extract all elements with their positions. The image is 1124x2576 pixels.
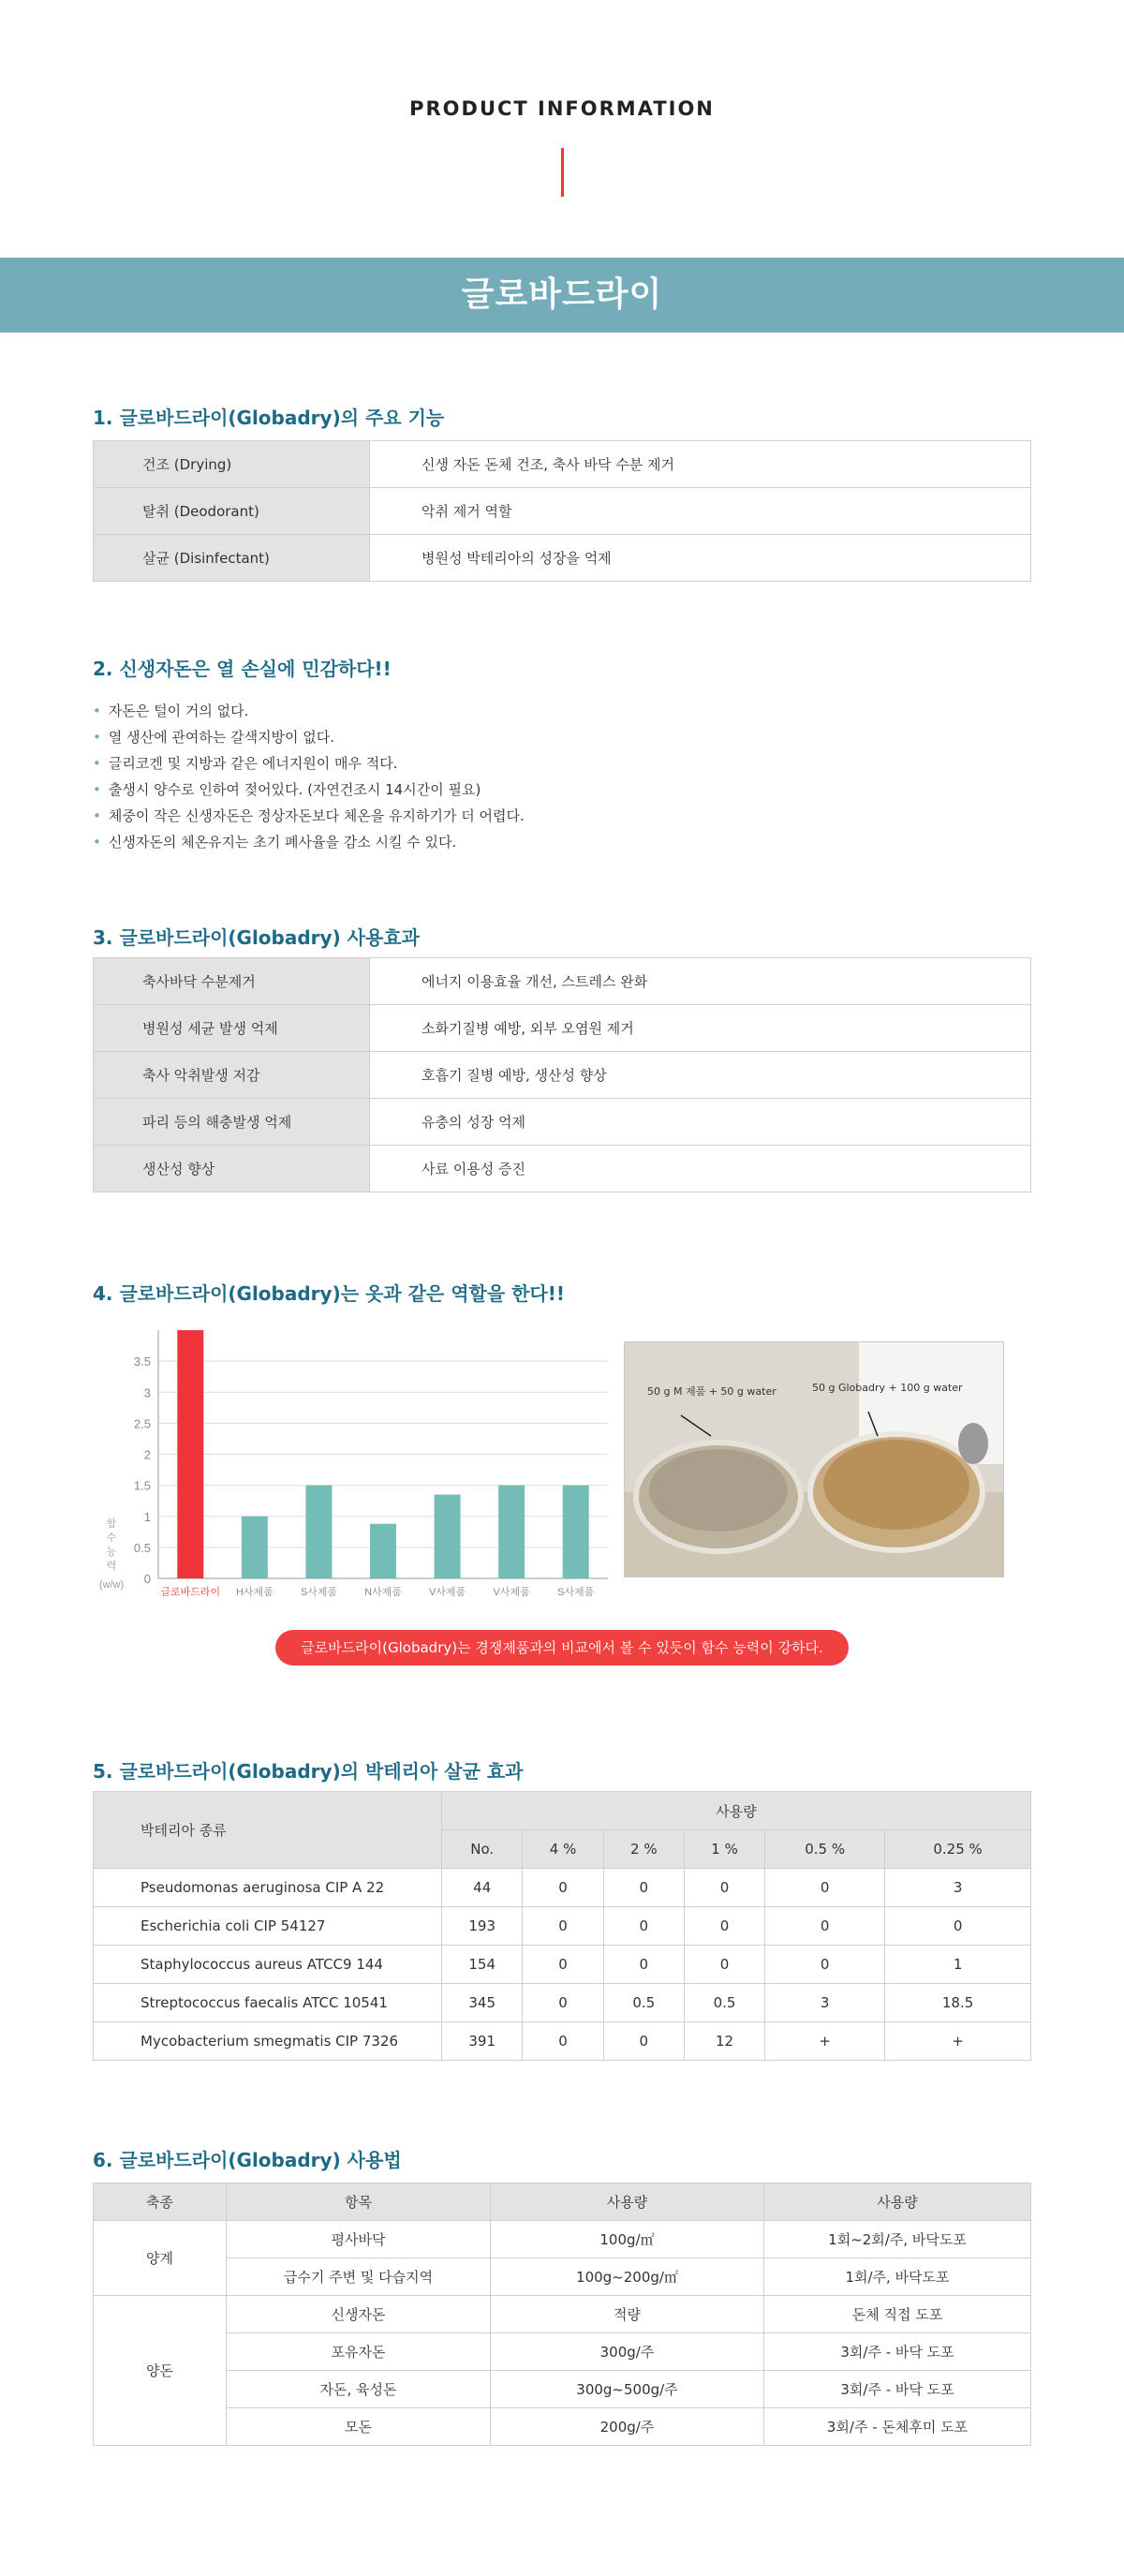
cell: 3회/주 - 바닥 도포 bbox=[764, 2371, 1031, 2408]
list-item: • 자돈은 털이 거의 없다. bbox=[93, 698, 525, 724]
x-tick-label: 글로바드라이 bbox=[160, 1587, 221, 1598]
table-header-row bbox=[94, 2184, 1031, 2221]
title-divider bbox=[561, 148, 564, 197]
section4-title: 4. 글로바드라이(Globadry)는 옷과 같은 역할을 한다!! bbox=[93, 1282, 566, 1305]
bacteria-name: Pseudomonas aeruginosa CIP A 22 bbox=[94, 1869, 442, 1907]
cell: 300g~500g/주 bbox=[491, 2371, 764, 2408]
bacteria-name: Staphylococcus aureus ATCC9 144 bbox=[94, 1946, 442, 1984]
y-axis-label: 능 bbox=[106, 1546, 117, 1558]
table-row bbox=[94, 2408, 1031, 2446]
table-row bbox=[94, 2333, 1031, 2371]
section6-title: 6. 글로바드라이(Globadry) 사용법 bbox=[93, 2149, 402, 2171]
photo-label-left: 50 g M 제품 + 50 g water bbox=[647, 1385, 776, 1398]
photo-label-right: 50 g Globadry + 100 g water bbox=[812, 1382, 963, 1394]
page-title: PRODUCT INFORMATION bbox=[409, 97, 715, 120]
table-row bbox=[94, 1946, 1031, 1984]
bar bbox=[370, 1524, 396, 1578]
cell: 193 bbox=[442, 1907, 523, 1946]
cell: 0 bbox=[523, 1984, 603, 2022]
y-tick-label: 3.5 bbox=[133, 1355, 151, 1369]
table-row bbox=[94, 1869, 1031, 1907]
piglet-facts-list bbox=[93, 698, 525, 855]
cell: 1 bbox=[885, 1946, 1031, 1984]
x-tick-label: S사제품 bbox=[557, 1587, 595, 1598]
table-header-row bbox=[94, 1792, 1031, 1830]
bacteria-col-header: 박테리아 종류 bbox=[94, 1792, 442, 1869]
usage-table bbox=[93, 2183, 1031, 2446]
section3-title: 3. 글로바드라이(Globadry) 사용효과 bbox=[93, 926, 420, 949]
function-value: 신생 자돈 돈체 건조, 축사 바닥 수분 제거 bbox=[370, 441, 1031, 488]
cell: 0 bbox=[603, 2022, 684, 2061]
cell: 0 bbox=[603, 1946, 684, 1984]
bar bbox=[305, 1486, 332, 1578]
cell: 돈체 직접 도포 bbox=[764, 2296, 1031, 2333]
cell: 모돈 bbox=[227, 2408, 491, 2446]
cell: 300g/주 bbox=[491, 2333, 764, 2371]
cell: 0 bbox=[765, 1946, 885, 1984]
bar bbox=[177, 1330, 203, 1578]
table-row bbox=[94, 1907, 1031, 1946]
effect-value: 에너지 이용효율 개선, 스트레스 완화 bbox=[370, 958, 1031, 1005]
cell: 12 bbox=[684, 2022, 764, 2061]
col-header: 0.25 % bbox=[885, 1830, 1031, 1869]
col-header: 사용량 bbox=[491, 2184, 764, 2221]
cell: 0 bbox=[765, 1869, 885, 1907]
y-axis-unit: (w/w) bbox=[98, 1579, 125, 1591]
cell: 0 bbox=[523, 1907, 603, 1946]
y-axis-label: 력 bbox=[106, 1560, 117, 1572]
cell: 345 bbox=[442, 1984, 523, 2022]
cell: 0 bbox=[523, 2022, 603, 2061]
cell: 200g/주 bbox=[491, 2408, 764, 2446]
section5-title: 5. 글로바드라이(Globadry)의 박테리아 살균 효과 bbox=[93, 1760, 524, 1783]
table-row bbox=[94, 2022, 1031, 2061]
cell: 18.5 bbox=[885, 1984, 1031, 2022]
y-axis-label: 함 bbox=[106, 1517, 117, 1530]
cell: 자돈, 육성돈 bbox=[227, 2371, 491, 2408]
function-key: 살균 (Disinfectant) bbox=[94, 535, 370, 582]
cell: 적량 bbox=[491, 2296, 764, 2333]
table-row bbox=[94, 1005, 1031, 1052]
col-header: 0.5 % bbox=[765, 1830, 885, 1869]
cell: 44 bbox=[442, 1869, 523, 1907]
col-header: 4 % bbox=[523, 1830, 603, 1869]
function-key: 탈취 (Deodorant) bbox=[94, 488, 370, 535]
bacteria-name: Streptococcus faecalis ATCC 10541 bbox=[94, 1984, 442, 2022]
table-row bbox=[94, 535, 1031, 582]
cell: 0 bbox=[684, 1946, 764, 1984]
bar bbox=[498, 1486, 525, 1578]
bar bbox=[242, 1517, 268, 1578]
cell: 154 bbox=[442, 1946, 523, 1984]
cell: 0.5 bbox=[603, 1984, 684, 2022]
list-item: • 열 생산에 관여하는 갈색지방이 없다. bbox=[93, 724, 525, 750]
cell: 평사바닥 bbox=[227, 2221, 491, 2258]
usage-group-header: 사용량 bbox=[442, 1792, 1031, 1830]
x-tick-label: V사제품 bbox=[428, 1587, 466, 1598]
y-tick-label: 1 bbox=[143, 1509, 151, 1524]
cell: 0 bbox=[885, 1907, 1031, 1946]
list-item: • 출생시 양수로 인하여 젖어있다. (자연건조시 14시간이 필요) bbox=[93, 777, 525, 803]
x-tick-label: V사제품 bbox=[493, 1587, 530, 1598]
table-row bbox=[94, 2221, 1031, 2258]
table-row bbox=[94, 1984, 1031, 2022]
y-tick-label: 3 bbox=[143, 1385, 151, 1400]
comparison-photo bbox=[624, 1341, 1004, 1577]
cell: 0 bbox=[603, 1907, 684, 1946]
y-tick-label: 0.5 bbox=[133, 1540, 151, 1555]
col-header: 사용량 bbox=[764, 2184, 1031, 2221]
cell: 3회/주 - 바닥 도포 bbox=[764, 2333, 1031, 2371]
table-row bbox=[94, 1052, 1031, 1099]
col-header: 1 % bbox=[684, 1830, 764, 1869]
water-absorption-chart bbox=[93, 1325, 617, 1606]
cell: 3 bbox=[885, 1869, 1031, 1907]
cell: 391 bbox=[442, 2022, 523, 2061]
x-tick-label: N사제품 bbox=[364, 1587, 402, 1598]
bacteria-name: Mycobacterium smegmatis CIP 7326 bbox=[94, 2022, 442, 2061]
cell: 0 bbox=[523, 1869, 603, 1907]
bacteria-table bbox=[93, 1791, 1031, 2061]
list-item: • 신생자돈의 체온유지는 초기 폐사율을 감소 시킬 수 있다. bbox=[93, 829, 525, 855]
effect-value: 유충의 성장 억제 bbox=[370, 1099, 1031, 1146]
cell: + bbox=[765, 2022, 885, 2061]
table-row bbox=[94, 488, 1031, 535]
table-row bbox=[94, 1099, 1031, 1146]
cell: 0 bbox=[765, 1907, 885, 1946]
bacteria-name: Escherichia coli CIP 54127 bbox=[94, 1907, 442, 1946]
y-axis-label: 수 bbox=[106, 1532, 117, 1544]
cell: 0 bbox=[603, 1869, 684, 1907]
effect-value: 호흡기 질병 예방, 생산성 향상 bbox=[370, 1052, 1031, 1099]
effect-value: 사료 이용성 증진 bbox=[370, 1146, 1031, 1192]
list-item: • 체중이 작은 신생자돈은 정상자돈보다 체온을 유지하기가 더 어렵다. bbox=[93, 803, 525, 829]
cell: 0 bbox=[523, 1946, 603, 1984]
cell: 급수기 주변 및 다습지역 bbox=[227, 2258, 491, 2296]
bar bbox=[563, 1486, 589, 1578]
col-header: 항목 bbox=[227, 2184, 491, 2221]
table-row bbox=[94, 2371, 1031, 2408]
species-cell: 양돈 bbox=[94, 2296, 227, 2446]
section1-title: 1. 글로바드라이(Globadry)의 주요 기능 bbox=[93, 407, 445, 429]
effect-value: 소화기질병 예방, 외부 오염원 제거 bbox=[370, 1005, 1031, 1052]
x-tick-label: S사제품 bbox=[300, 1587, 338, 1598]
table-row bbox=[94, 958, 1031, 1005]
effect-key: 축사 악취발생 저감 bbox=[94, 1052, 370, 1099]
cell: 100g~200g/㎡ bbox=[491, 2258, 764, 2296]
function-key: 건조 (Drying) bbox=[94, 441, 370, 488]
cell: 1회~2회/주, 바닥도포 bbox=[764, 2221, 1031, 2258]
effect-key: 생산성 향상 bbox=[94, 1146, 370, 1192]
cell: 신생자돈 bbox=[227, 2296, 491, 2333]
cell: 포유자돈 bbox=[227, 2333, 491, 2371]
function-value: 병원성 박테리아의 성장을 억제 bbox=[370, 535, 1031, 582]
table-row bbox=[94, 1146, 1031, 1192]
cell: 3회/주 - 돈체후미 도포 bbox=[764, 2408, 1031, 2446]
col-header: 축종 bbox=[94, 2184, 227, 2221]
absorption-note-pill: 글로바드라이(Globadry)는 경쟁제품과의 비교에서 볼 수 있듯이 함수 능력이 강하다. bbox=[275, 1630, 849, 1666]
function-value: 악취 제거 역할 bbox=[370, 488, 1031, 535]
effects-table bbox=[93, 957, 1031, 1192]
species-cell: 양계 bbox=[94, 2221, 227, 2296]
cell: + bbox=[885, 2022, 1031, 2061]
cell: 0.5 bbox=[684, 1984, 764, 2022]
cell: 100g/㎡ bbox=[491, 2221, 764, 2258]
y-tick-label: 2 bbox=[143, 1447, 151, 1462]
x-tick-label: H사제품 bbox=[235, 1587, 274, 1598]
col-header: No. bbox=[442, 1830, 523, 1869]
y-tick-label: 1.5 bbox=[133, 1478, 151, 1493]
cell: 1회/주, 바닥도포 bbox=[764, 2258, 1031, 2296]
effect-key: 병원성 세균 발생 억제 bbox=[94, 1005, 370, 1052]
cell: 0 bbox=[684, 1907, 764, 1946]
table-row bbox=[94, 441, 1031, 488]
effect-key: 파리 등의 해충발생 억제 bbox=[94, 1099, 370, 1146]
list-item: • 글리코겐 및 지방과 같은 에너지원이 매우 적다. bbox=[93, 750, 525, 777]
effect-key: 축사바닥 수분제거 bbox=[94, 958, 370, 1005]
table-row bbox=[94, 2258, 1031, 2296]
section2-title: 2. 신생자돈은 열 손실에 민감하다!! bbox=[93, 658, 392, 680]
y-tick-label: 0 bbox=[143, 1572, 151, 1586]
col-header: 2 % bbox=[603, 1830, 684, 1869]
cell: 0 bbox=[684, 1869, 764, 1907]
cell: 3 bbox=[765, 1984, 885, 2022]
table-row bbox=[94, 2296, 1031, 2333]
product-banner: 글로바드라이 bbox=[0, 258, 1124, 333]
y-tick-label: 2.5 bbox=[133, 1416, 151, 1431]
bar bbox=[435, 1495, 461, 1578]
functions-table bbox=[93, 440, 1031, 582]
